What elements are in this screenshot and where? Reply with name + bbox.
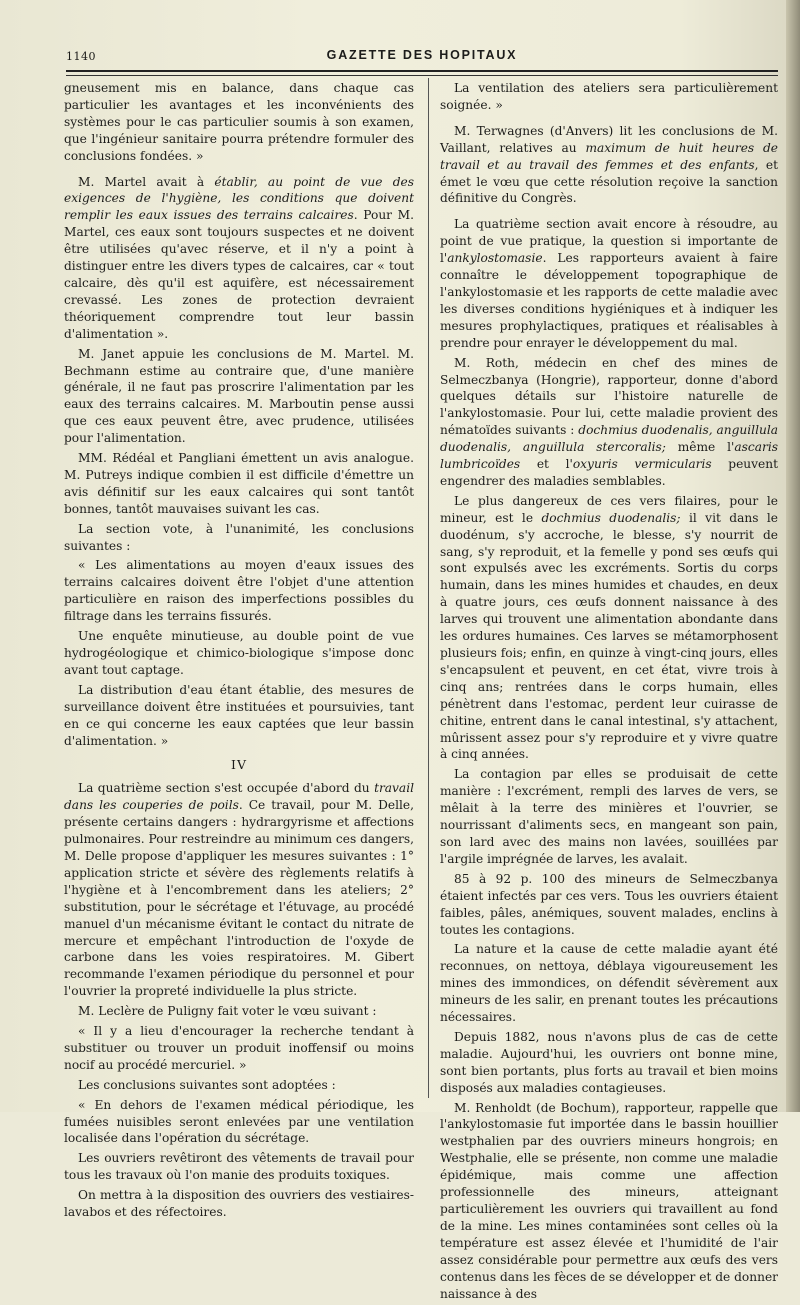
paragraph: « En dehors de l'examen médical périodique, les fumées nuisibles seront enlevées par une ventilation localisée dans l'opération du sécrétage. — [64, 1097, 414, 1146]
header-rule-thick — [66, 70, 778, 72]
paragraph: M. Roth, médecin en chef des mines de Selmeczbanya (Hongrie), rapporteur, donne d'abord quelques détails sur l'histoire naturelle de l'ankylostomasie. Pour lui, cette maladie provient des nématoïdes suivants : dochmius duodenalis, anguillula duodenalis, anguillula stercoralis; même l'ascaris lumbricoïdes et l'oxyuris vermicularis peuvent engendrer des maladies semblables. — [440, 355, 778, 488]
paragraph: MM. Rédéal et Pangliani émettent un avis analogue. M. Putreys indique combien il est difficile d'émettre un avis définitif sur les eaux calcaires qui sont tantôt bonnes, tantôt mauvaises suivant les cas. — [64, 451, 414, 516]
paragraph: La section vote, à l'unanimité, les conclusions suivantes : — [64, 521, 414, 553]
paragraph: La nature et la cause de cette maladie ayant été reconnues, on nettoya, déblaya vigoureusement les mines des immondices, on défendit sévèrement aux mineurs de les salir, en prenant toutes les précautions nécessaires. — [440, 942, 778, 1025]
paragraph: « Il y a lieu d'encourager la recherche tendant à substituer ou trouver un produit inoffensif ou moins nocif au procédé mercuriel. » — [64, 1024, 414, 1072]
header-rule-thin — [66, 75, 778, 76]
paragraph: La quatrième section s'est occupée d'abord du travail dans les couperies de poils. Ce travail, pour M. Delle, présente certains dangers : hydrargyrisme et affections pulmonaires. Pour restreindre au minimum ces dangers, M. Delle propose d'appliquer les mesures suivantes : 1° application stricte et sévère des règlements relatifs à l'hygiène et à l'encombrement dans les ateliers; 2° substitution, pour le sécrétage et l'étuvage, au procédé manuel d'un mécanisme évitant le contact du nitrate de mercure et empêchant l'introduction de l'oxyde de carbone dans les voies respiratoires. M. Gibert recommande l'examen périodique du personnel et pour l'ouvrier la propreté individuelle la plus stricte. — [64, 781, 414, 999]
paragraph: La contagion par elles se produisait de cette manière : l'excrément, rempli des larves de vers, se mêlait à la terre des minières et l'ouvrier, se nourrissant d'aliments secs, en mangeant son pain, son lard avec des mains non lavées, souillées par l'argile imprégnée de larves, les avalait. — [440, 767, 778, 866]
page-binding-edge — [786, 0, 800, 1112]
paragraph: La distribution d'eau étant établie, des mesures de surveillance doivent être instituées et poursuivies, tant en ce qui concerne les eaux captées que leur bassin d'alimentation. » — [64, 682, 414, 748]
paragraph: La ventilation des ateliers sera particulièrement soignée. » — [440, 81, 778, 112]
paragraph: La quatrième section avait encore à résoudre, au point de vue pratique, la question si importante de l'ankylostomasie. Les rapporteurs avaient à faire connaître le développement topographique de l'ankylostomasie et les rapports de cette maladie avec les diverses conditions hygiéniques et à indiquer les mesures prophylactiques, pratiques et réalisables à prendre pour enrayer le développement du mal. — [440, 217, 778, 350]
column-divider — [428, 78, 429, 1098]
paragraph: Depuis 1882, nous n'avons plus de cas de cette maladie. Aujourd'hui, les ouvriers ont bonne mine, sont bien portants, plus forts au travail et bien moins disposés aux maladies contagieuses. — [440, 1029, 778, 1095]
paragraph: M. Janet appuie les conclusions de M. Martel. M. Bechmann estime au contraire que, d'une manière générale, il ne faut pas proscrire l'alimentation par les eaux des terrains calcaires. M. Marboutin pense aussi que ces eaux peuvent être, avec prudence, utilisées pour l'alimentation. — [64, 346, 414, 446]
paragraph: Les ouvriers revêtiront des vêtements de travail pour tous les travaux où l'on manie des produits toxiques. — [64, 1151, 414, 1183]
paragraph: Une enquête minutieuse, au double point de vue hydrogéologique et chimico-biologique s'impose donc avant tout captage. — [64, 629, 414, 677]
paragraph: « Les alimentations au moyen d'eaux issues des terrains calcaires doivent être l'objet d'une attention particulière en raison des imperfections possibles du filtrage dans les terrains fissurés. — [64, 558, 414, 624]
right-column — [440, 80, 778, 1305]
left-column — [64, 80, 414, 1224]
section-heading: IV — [231, 757, 247, 773]
paragraph: M. Leclère de Puligny fait voter le vœu suivant : — [78, 1004, 377, 1019]
paragraph: Le plus dangereux de ces vers filaires, pour le mineur, est le dochmius duodenalis; il vit dans le duodénum, s'y accroche, le blesse, s'y nourrit de sang, s'y reproduit, et la femelle y pond ses œufs qui sont expulsés avec les excréments. Sortis du corps humain, dans les mines humides et chaudes, en deux à quatre jours, ces œufs donnent naissance à des larves qui trouvent une alimentation abondante dans les ordures humaines. Ces larves se métamorphosent plusieurs fois; enfin, en quinze à vingt-cinq jours, elles s'encapsulent et peuvent, en cet état, vivre trois à cinq ans; rentrées dans le corps humain, elles pénètrent dans l'estomac, perdent leur cuirasse de chitine, entrent dans le canal intestinal, s'y attachent, mûrissent assez pour s'y reproduire et y vivre quatre à cinq années. — [440, 493, 778, 762]
paragraph: gneusement mis en balance, dans chaque cas particulier les avantages et les inconvénients des systèmes pour le cas particulier soumis à son examen, que l'ingénieur sanitaire pourra prétendre formuler des conclusions fondées. » — [64, 81, 414, 163]
paragraph: M. Terwagnes (d'Anvers) lit les conclusions de M. Vaillant, relatives au maximum de huit heures de travail et au travail des femmes et des enfants, et émet le vœu que cette résolution reçoive la sanction définitive du Congrès. — [440, 123, 779, 206]
page-number: 1140 — [66, 50, 96, 63]
paragraph: Les conclusions suivantes sont adoptées : — [78, 1077, 336, 1092]
page-header — [66, 46, 778, 68]
paragraph: On mettra à la disposition des ouvriers des vestiaires-lavabos et des réfectoires. — [64, 1188, 414, 1220]
paragraph: 85 à 92 p. 100 des mineurs de Selmeczbanya étaient infectés par ces vers. Tous les ouvriers étaient faibles, pâles, anémiques, souvent malades, enclins à toutes les contagions. — [440, 871, 778, 937]
paragraph: M. Renholdt (de Bochum), rapporteur, rappelle que l'ankylostomasie fut importée dans le bassin houillier westphalien par des ouvriers mineurs hongrois; en Westphalie, elle se présente, non comme une maladie épidémique, mais comme une affection professionnelle des mineurs, atteignant particulièrement les ouvriers qui travaillent au fond de la mine. Les mines contaminées sont celles où la température est assez élevée et l'humidité de l'air assez considérable pour permettre aux œufs des vers contenus dans les fèces de se développer et de donner naissance à des — [440, 1100, 778, 1301]
paragraph: M. Martel avait à établir, au point de vue des exigences de l'hygiène, les conditions que doivent remplir les eaux issues des terrains calcaires. Pour M. Martel, ces eaux sont toujours suspectes et ne doivent être utilisées qu'avec réserve, et il n'y a point à distinguer entre les divers types de calcaires, car « tout calcaire, dès qu'il est aquifère, est nécessairement crevassé. Les zones de protection devraient théoriquement comprendre tout leur bassin d'alimentation ». — [64, 174, 415, 341]
journal-title: GAZETTE DES HOPITAUX — [326, 48, 518, 62]
